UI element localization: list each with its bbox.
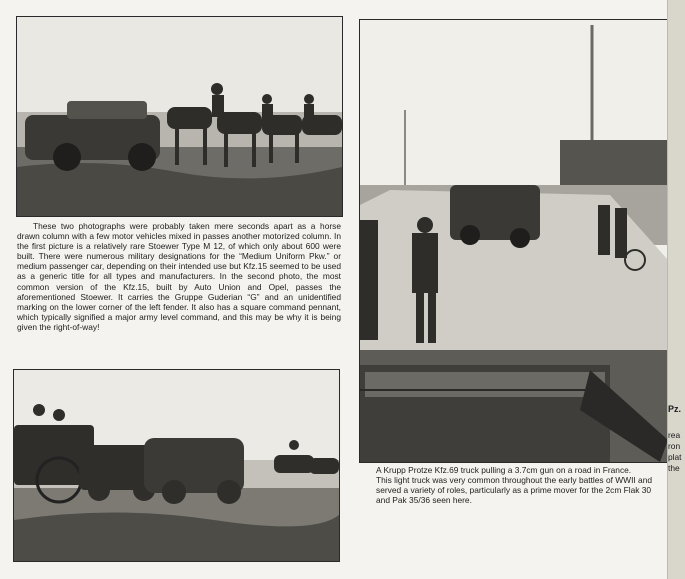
photo-truck-pulling-gun <box>359 19 669 463</box>
edge-fragment-2: ron <box>668 441 681 451</box>
next-page-edge <box>667 0 685 579</box>
caption-right-line-2: This light truck was very common throughout the early battles of WWII and <box>376 475 653 486</box>
edge-heading: Pz. <box>668 404 682 414</box>
caption-right <box>358 465 670 505</box>
edge-fragment-3: plat <box>668 452 682 462</box>
caption-right-line-1: A Krupp Protze Kfz.69 truck pulling a 3.7cm gun on a road in France. <box>376 465 632 475</box>
caption-right-line-3: served a variety of roles, particularly as a prime mover for the 2cm Flak 30 <box>376 485 652 496</box>
photo-vehicles-on-road <box>13 369 340 562</box>
caption-left: These two photographs were probably taken mere seconds apart as a horse drawn column with a few motor vehicles mixed in passes another motorized column. In the first picture is a relatively rare Stoewer Type M 12, of which only about 600 were built. There were numerous military designations for the “Medium Uniform Pkw.” or medium passenger car, depending on their intended use but Kfz.15 seemed to be used as a generic title for all types and manufacturers. In the second photo, the most common version of the Kfz.15, built by Auto Union and Opel, passes the aforementioned Stoewer. It carries the Gruppe Guderian “G” and an unidentified marking on the lower corner of the left fender. It also has a square command pennant, which typically signified a major army level command, and this may be why it is being given the right-of-way! <box>17 221 341 332</box>
caption-right-line-4: and Pak 35/36 seen here. <box>376 495 472 506</box>
edge-fragment-4: the <box>668 463 680 473</box>
edge-fragment-1: rea <box>668 430 681 440</box>
photo-car-and-horse-column <box>16 16 343 217</box>
